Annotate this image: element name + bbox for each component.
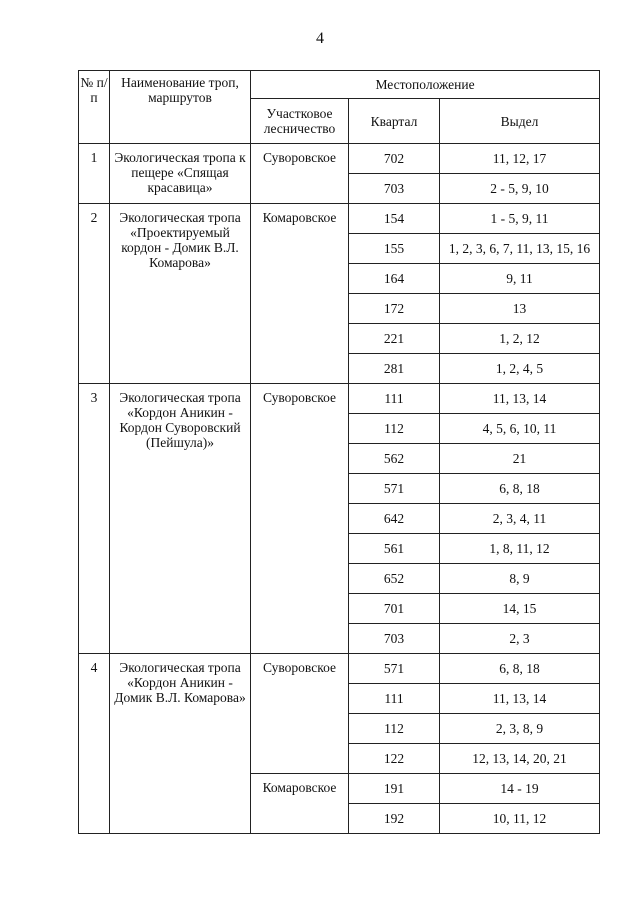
table-body [79,144,600,834]
kvartal-cell: 561 [349,534,440,564]
vydel-cell: 2, 3 [440,624,600,654]
vydel-cell: 2, 3, 8, 9 [440,714,600,744]
vydel-cell: 11, 13, 14 [440,384,600,414]
kvartal-cell: 122 [349,744,440,774]
vydel-cell: 13 [440,294,600,324]
page-number: 4 [316,30,324,47]
trails-table [78,70,600,834]
vydel-cell: 9, 11 [440,264,600,294]
vydel-cell: 11, 13, 14 [440,684,600,714]
vydel-cell: 11, 12, 17 [440,144,600,174]
vydel-cell: 4, 5, 6, 10, 11 [440,414,600,444]
vydel-cell: 6, 8, 18 [440,654,600,684]
table-row [79,654,600,684]
forestry-name: Комаровское [251,204,349,384]
kvartal-cell: 281 [349,354,440,384]
row-number: 3 [79,384,110,654]
trail-name: Экологическая тропа «Кордон Аникин - Домик В.Л. Комарова» [110,654,251,834]
kvartal-cell: 652 [349,564,440,594]
header-no: № п/п [79,71,110,144]
vydel-cell: 12, 13, 14, 20, 21 [440,744,600,774]
vydel-cell: 14 - 19 [440,774,600,804]
vydel-cell: 1, 8, 11, 12 [440,534,600,564]
header-forestry: Участковое лесничество [251,99,349,144]
header-name: Наименование троп, маршрутов [110,71,251,144]
trail-name: Экологическая тропа «Кордон Аникин - Кордон Суворовский (Пейшула)» [110,384,251,654]
trail-name: Экологическая тропа к пещере «Спящая красавица» [110,144,251,204]
forestry-name: Комаровское [251,774,349,834]
kvartal-cell: 191 [349,774,440,804]
vydel-cell: 8, 9 [440,564,600,594]
kvartal-cell: 172 [349,294,440,324]
kvartal-cell: 571 [349,474,440,504]
vydel-cell: 2, 3, 4, 11 [440,504,600,534]
kvartal-cell: 701 [349,594,440,624]
kvartal-cell: 164 [349,264,440,294]
forestry-name: Суворовское [251,654,349,774]
vydel-cell: 1, 2, 3, 6, 7, 11, 13, 15, 16 [440,234,600,264]
row-number: 2 [79,204,110,384]
header-vydel: Выдел [440,99,600,144]
kvartal-cell: 702 [349,144,440,174]
kvartal-cell: 192 [349,804,440,834]
kvartal-cell: 112 [349,714,440,744]
header-location: Местоположение [251,71,600,99]
row-number: 4 [79,654,110,834]
kvartal-cell: 155 [349,234,440,264]
kvartal-cell: 571 [349,654,440,684]
kvartal-cell: 703 [349,174,440,204]
vydel-cell: 6, 8, 18 [440,474,600,504]
kvartal-cell: 703 [349,624,440,654]
table-row [79,144,600,174]
table-row [79,204,600,234]
kvartal-cell: 642 [349,504,440,534]
kvartal-cell: 221 [349,324,440,354]
kvartal-cell: 111 [349,384,440,414]
kvartal-cell: 112 [349,414,440,444]
vydel-cell: 1, 2, 12 [440,324,600,354]
vydel-cell: 1 - 5, 9, 11 [440,204,600,234]
kvartal-cell: 154 [349,204,440,234]
kvartal-cell: 111 [349,684,440,714]
kvartal-cell: 562 [349,444,440,474]
vydel-cell: 2 - 5, 9, 10 [440,174,600,204]
trail-name: Экологическая тропа «Проектируемый кордон - Домик В.Л. Комарова» [110,204,251,384]
vydel-cell: 14, 15 [440,594,600,624]
vydel-cell: 10, 11, 12 [440,804,600,834]
table-header [79,71,600,144]
forestry-name: Суворовское [251,384,349,654]
row-number: 1 [79,144,110,204]
header-kvartal: Квартал [349,99,440,144]
vydel-cell: 1, 2, 4, 5 [440,354,600,384]
forestry-name: Суворовское [251,144,349,204]
vydel-cell: 21 [440,444,600,474]
table-row [79,384,600,414]
